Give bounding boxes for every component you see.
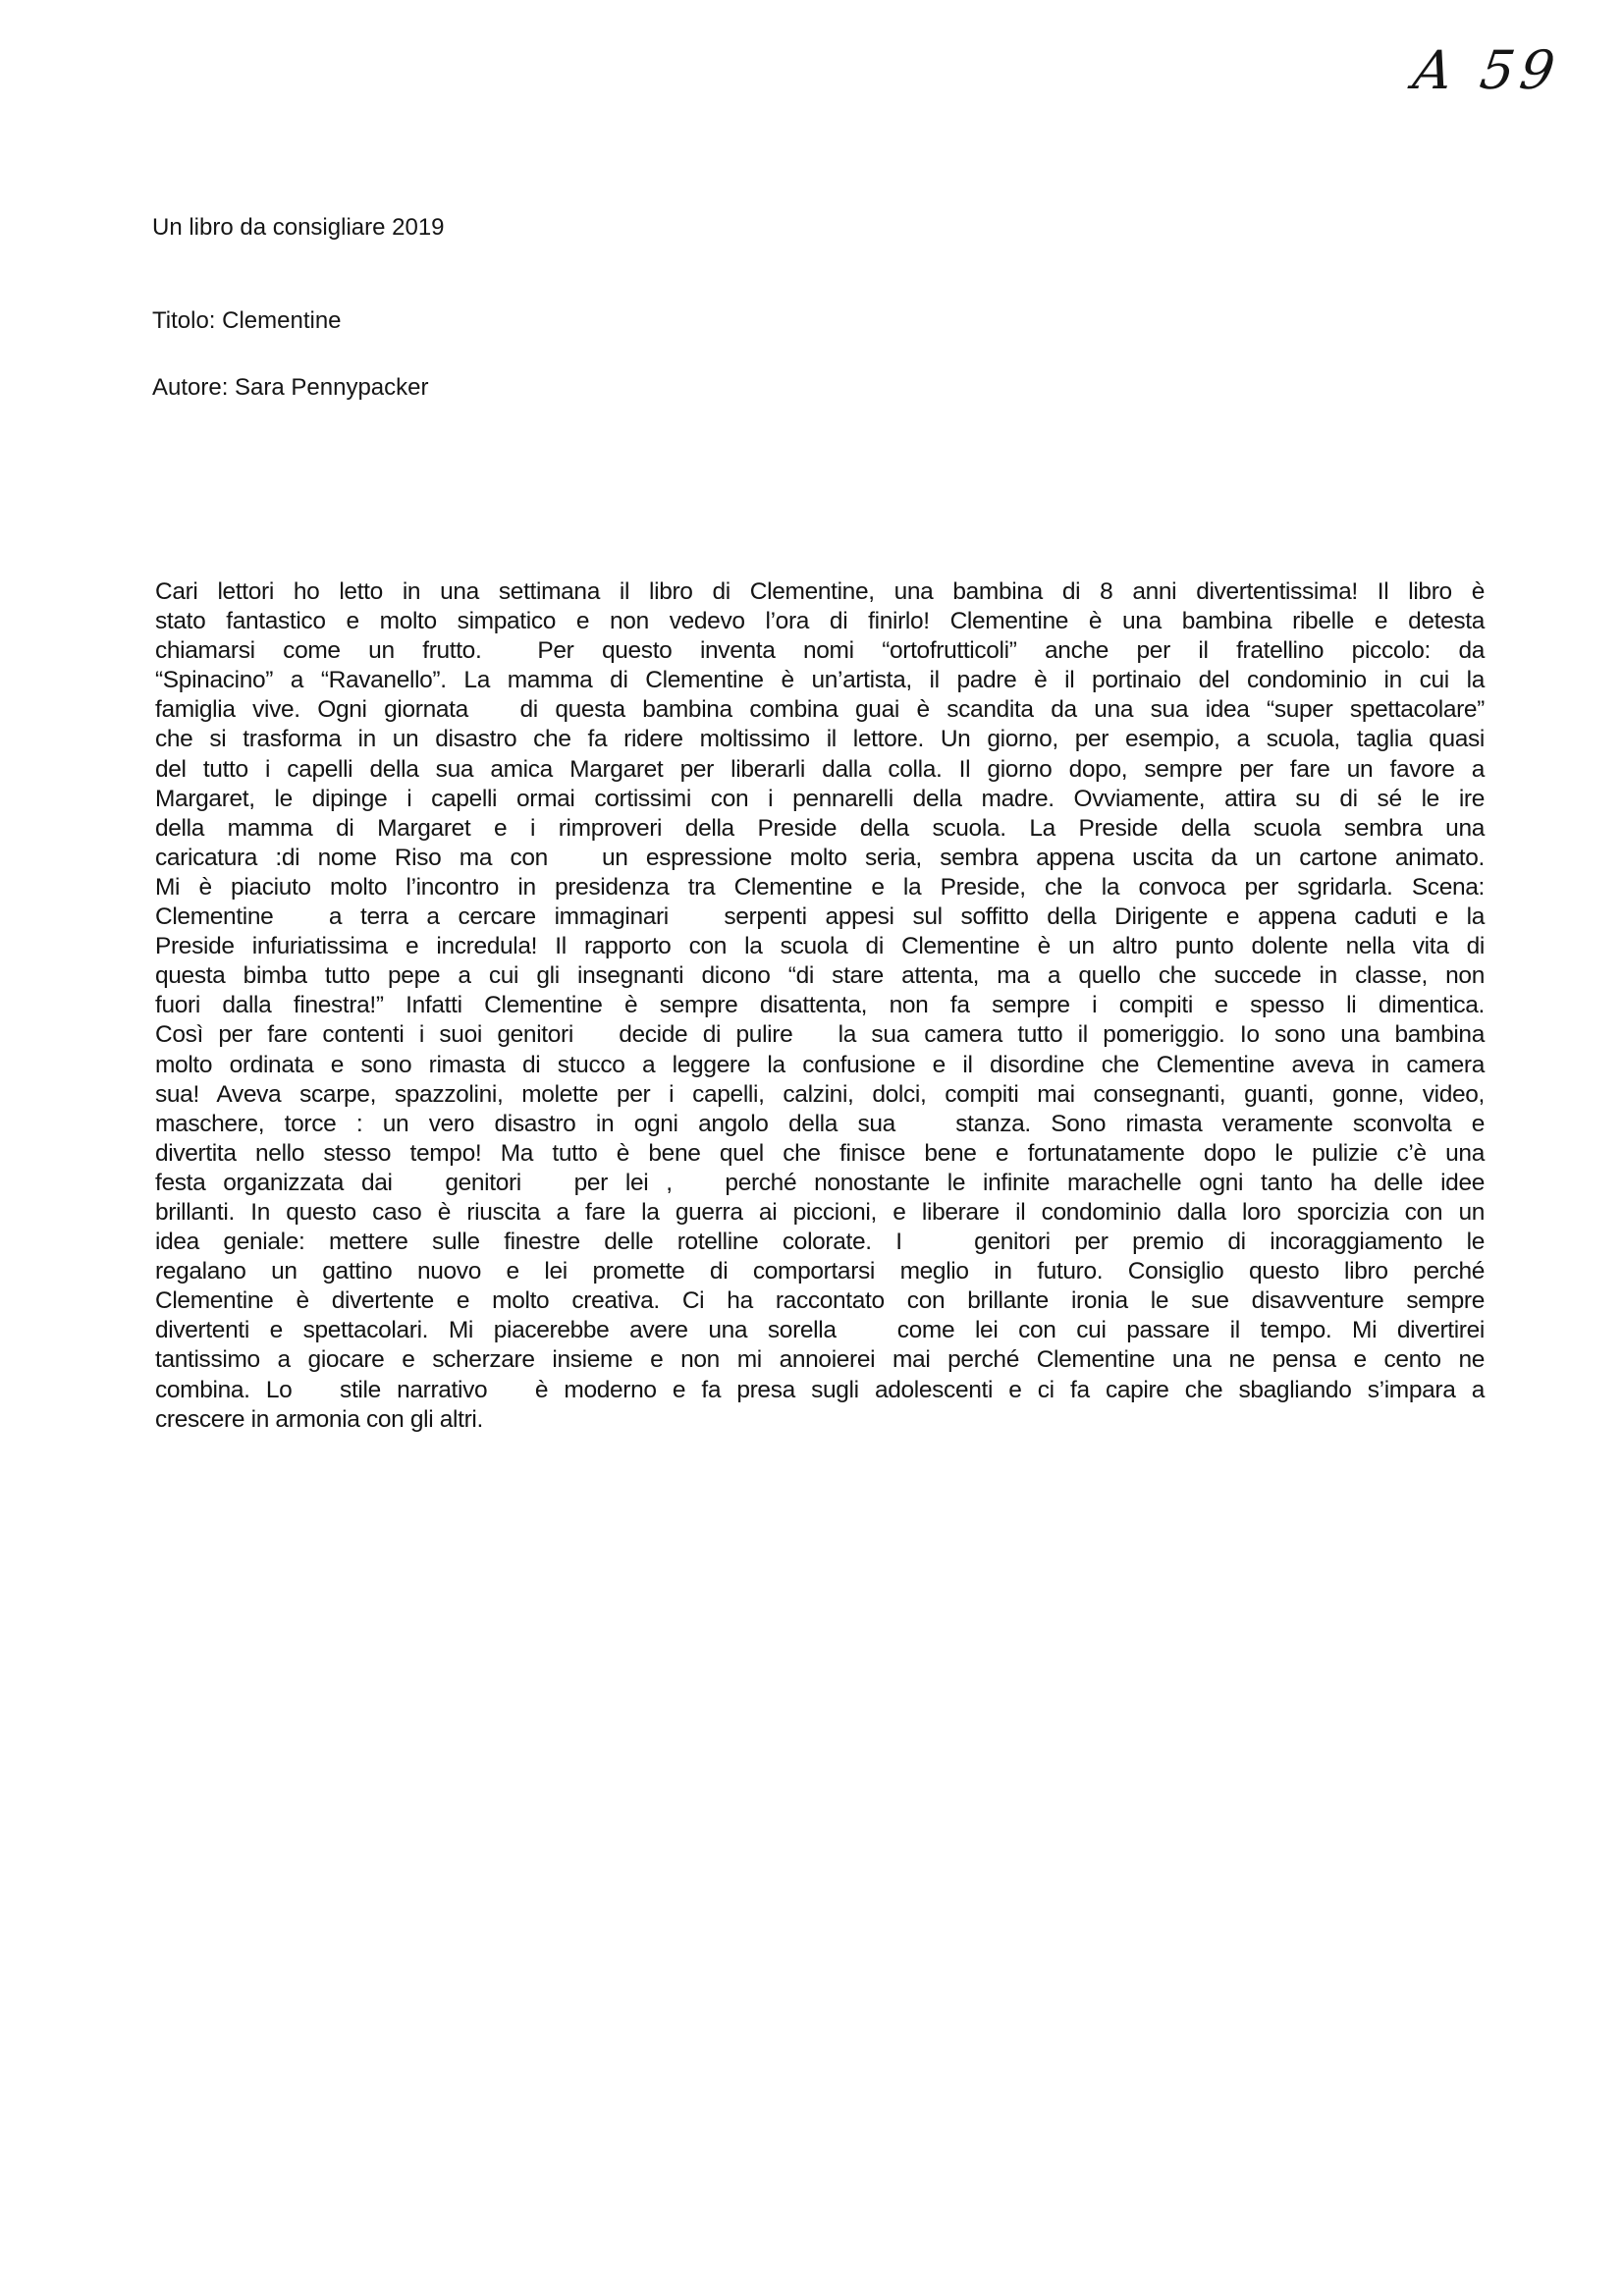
review-line: Margaret, le dipinge i capelli ormai cortissimi con i pennarelli della madre. Ovviamente, attira su di sé le ire	[155, 785, 1485, 812]
review-line: stato fantastico e molto simpatico e non vedevo l’ora di finirlo! Clementine è una bambina ribelle e detesta	[155, 608, 1485, 635]
review-line: Così per fare contenti i suoi genitori decide di pulire la sua camera tutto il pomeriggio. Io sono una bambina	[155, 1021, 1485, 1049]
book-title-line: Titolo: Clementine	[152, 307, 342, 334]
review-line: del tutto i capelli della sua amica Margaret per liberarli dalla colla. Il giorno dopo, sempre per fare un favore a	[155, 755, 1485, 783]
review-line: idea geniale: mettere sulle finestre delle rotelline colorate. I genitori per premio di incoraggiamento le	[155, 1229, 1485, 1256]
review-line: Preside infuriatissima e incredula! Il rapporto con la scuola di Clementine è un altro punto dolente nella vita di	[155, 933, 1485, 960]
review-line: caricatura :di nome Riso ma con un espressione molto seria, sembra appena uscita da un cartone animato.	[155, 844, 1485, 871]
review-line: brillanti. In questo caso è riuscita a fare la guerra ai piccioni, e liberare il condominio dalla loro sporcizia con un	[155, 1198, 1485, 1226]
document-heading: Un libro da consigliare 2019	[152, 214, 445, 241]
review-line: Mi è piaciuto molto l’incontro in presidenza tra Clementine e la Preside, che la convoca per sgridarla. Scena:	[155, 873, 1485, 901]
review-line: crescere in armonia con gli altri.	[155, 1405, 483, 1433]
review-line: “Spinacino” a “Ravanello”. La mamma di Clementine è un’artista, il padre è il portinaio del condominio in cui la	[155, 667, 1485, 694]
book-author-line: Autore: Sara Pennypacker	[152, 374, 429, 401]
review-line: regalano un gattino nuovo e lei promette di comportarsi meglio in futuro. Consiglio questo libro perché	[155, 1258, 1485, 1285]
review-line: Clementine a terra a cercare immaginari serpenti appesi sul soffitto della Dirigente e appena caduti e la	[155, 903, 1485, 931]
review-line: molto ordinata e sono rimasta di stucco a leggere la confusione e il disordine che Clementine aveva in camera	[155, 1051, 1485, 1078]
review-line: della mamma di Margaret e i rimproveri della Preside della scuola. La Preside della scuola sembra una	[155, 814, 1485, 842]
review-line: tantissimo a giocare e scherzare insieme e non mi annoierei mai perché Clementine una ne pensa e cento ne	[155, 1346, 1485, 1374]
review-line: Clementine è divertente e molto creativa. Ci ha raccontato con brillante ironia le sue disavventure sempre	[155, 1287, 1485, 1315]
review-paragraph	[155, 577, 1485, 1435]
review-line: maschere, torce : un vero disastro in ogni angolo della sua stanza. Sono rimasta veramente sconvolta e	[155, 1110, 1485, 1137]
review-line: fuori dalla finestra!” Infatti Clementine è sempre disattenta, non fa sempre i compiti e spesso li dimentica.	[155, 992, 1485, 1019]
review-line: questa bimba tutto pepe a cui gli insegnanti dicono “di stare attenta, ma a quello che succede in classe, non	[155, 962, 1485, 990]
review-line: divertenti e spettacolari. Mi piacerebbe avere una sorella come lei con cui passare il tempo. Mi divertirei	[155, 1317, 1485, 1344]
review-line: divertita nello stesso tempo! Ma tutto è bene quel che finisce bene e fortunatamente dopo le pulizie c’è una	[155, 1139, 1485, 1167]
review-line: famiglia vive. Ogni giornata di questa bambina combina guai è scandita da una sua idea “super spettacolare”	[155, 696, 1485, 724]
review-line: Cari lettori ho letto in una settimana il libro di Clementine, una bambina di 8 anni divertentissima! Il libro è	[155, 578, 1485, 605]
review-line: festa organizzata dai genitori per lei , perché nonostante le infinite marachelle ogni tanto ha delle idee	[155, 1169, 1485, 1196]
handwritten-page-number: A 59	[1409, 39, 1565, 101]
review-line: sua! Aveva scarpe, spazzolini, molette per i capelli, calzini, dolci, compiti mai consegnanti, guanti, gonne, video,	[155, 1080, 1485, 1108]
review-line: chiamarsi come un frutto. Per questo inventa nomi “ortofrutticoli” anche per il fratellino piccolo: da	[155, 637, 1485, 665]
review-line: combina. Lo stile narrativo è moderno e fa presa sugli adolescenti e ci fa capire che sbagliando s’impara a	[155, 1376, 1485, 1403]
review-line: che si trasforma in un disastro che fa ridere moltissimo il lettore. Un giorno, per esempio, a scuola, taglia quasi	[155, 726, 1485, 753]
